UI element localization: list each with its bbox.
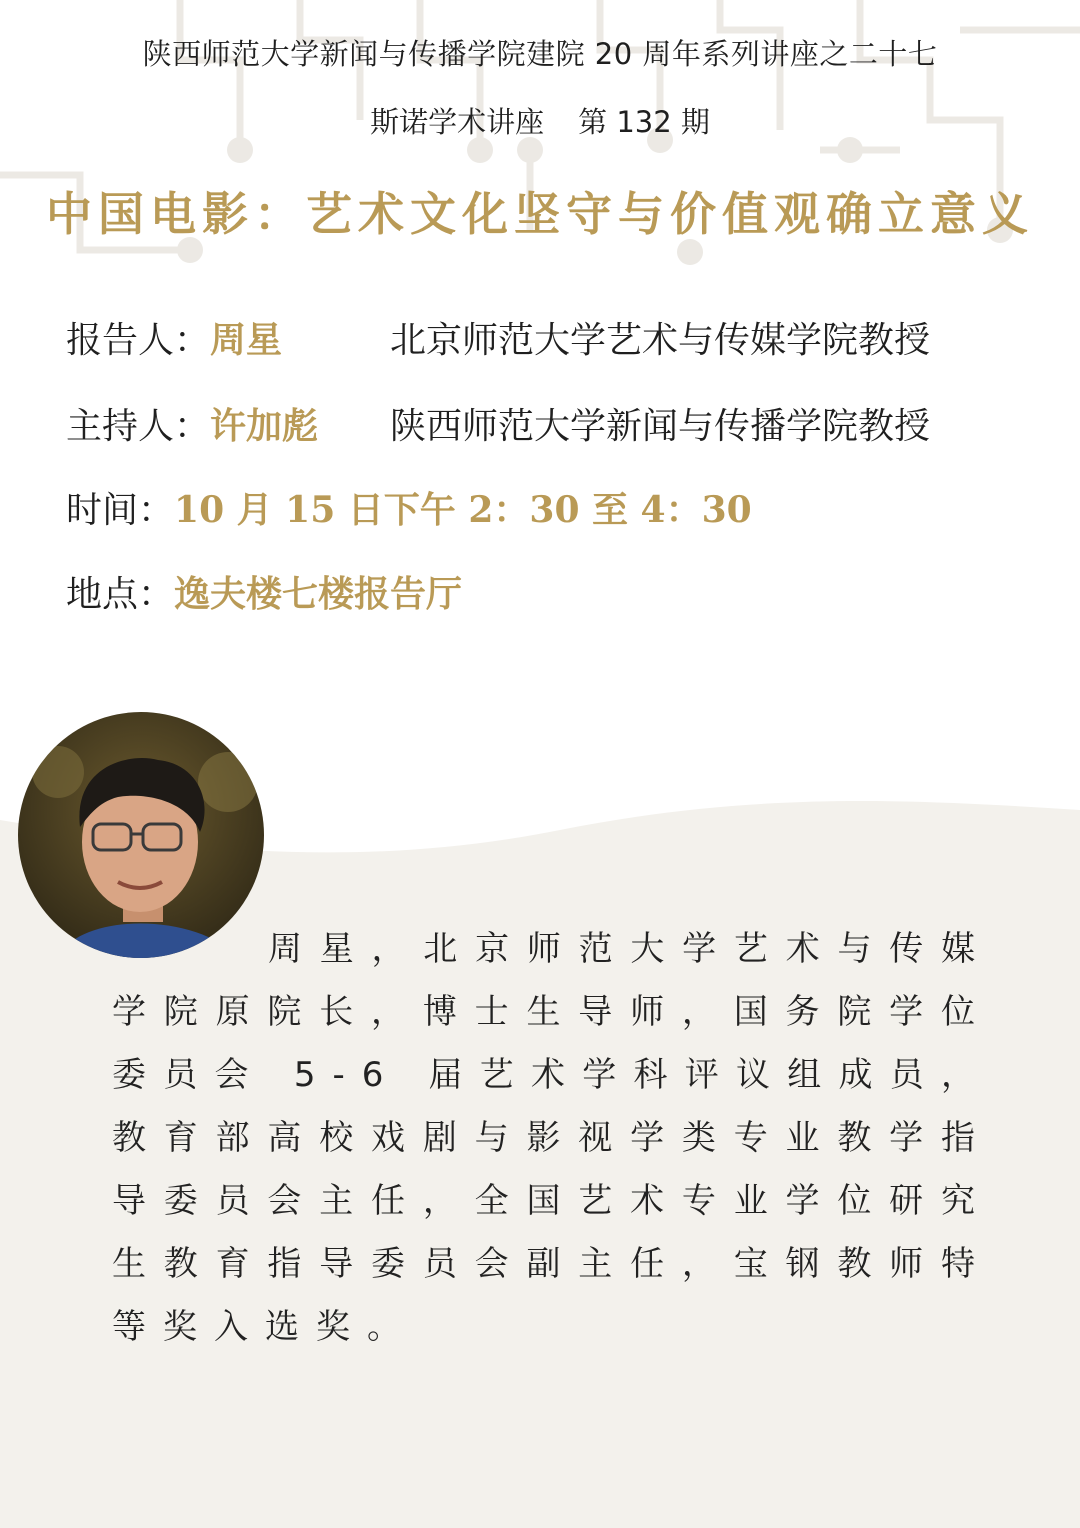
place-value: 逸夫楼七楼报告厅: [174, 574, 463, 615]
host-row: [66, 398, 931, 449]
series-title: 陕西师范大学新闻与传播学院建院 20 周年系列讲座之二十七: [142, 37, 938, 71]
speaker-role: 北京师范大学艺术与传媒学院教授: [390, 320, 931, 361]
time-row: [66, 482, 752, 533]
place-row: [66, 566, 462, 617]
time-value: 10 月 15 日下午 2：30 至 4：30: [174, 489, 752, 531]
issue-number: 第 132 期: [578, 105, 710, 139]
lecture-name: 斯诺学术讲座: [370, 105, 545, 139]
place-label: 地点：: [66, 574, 175, 615]
host-label: 主持人：: [66, 406, 211, 447]
lecture-title: 中国电影：艺术文化坚守与价值观确立意义: [46, 187, 1034, 241]
speaker-label: 报告人：: [66, 320, 211, 361]
time-label: 时间：: [66, 490, 175, 531]
speaker-row: [66, 312, 931, 363]
lecture-issue: [0, 100, 1080, 141]
host-role: 陕西师范大学新闻与传播学院教授: [390, 406, 931, 447]
speaker-name: 周星: [210, 320, 283, 361]
host-name: 许加彪: [210, 406, 319, 447]
speaker-bio: 周星，北京师范大学艺术与传媒学院原院长，博士生导师，国务院学位委员会 5-6 届艺术学科评议组成员，教育部高校戏剧与影视学类专业教学指导委员会主任，全国艺术专业学位研究生教育指导委员会副主任，宝钢教师特等奖入选奖。: [112, 929, 992, 1347]
